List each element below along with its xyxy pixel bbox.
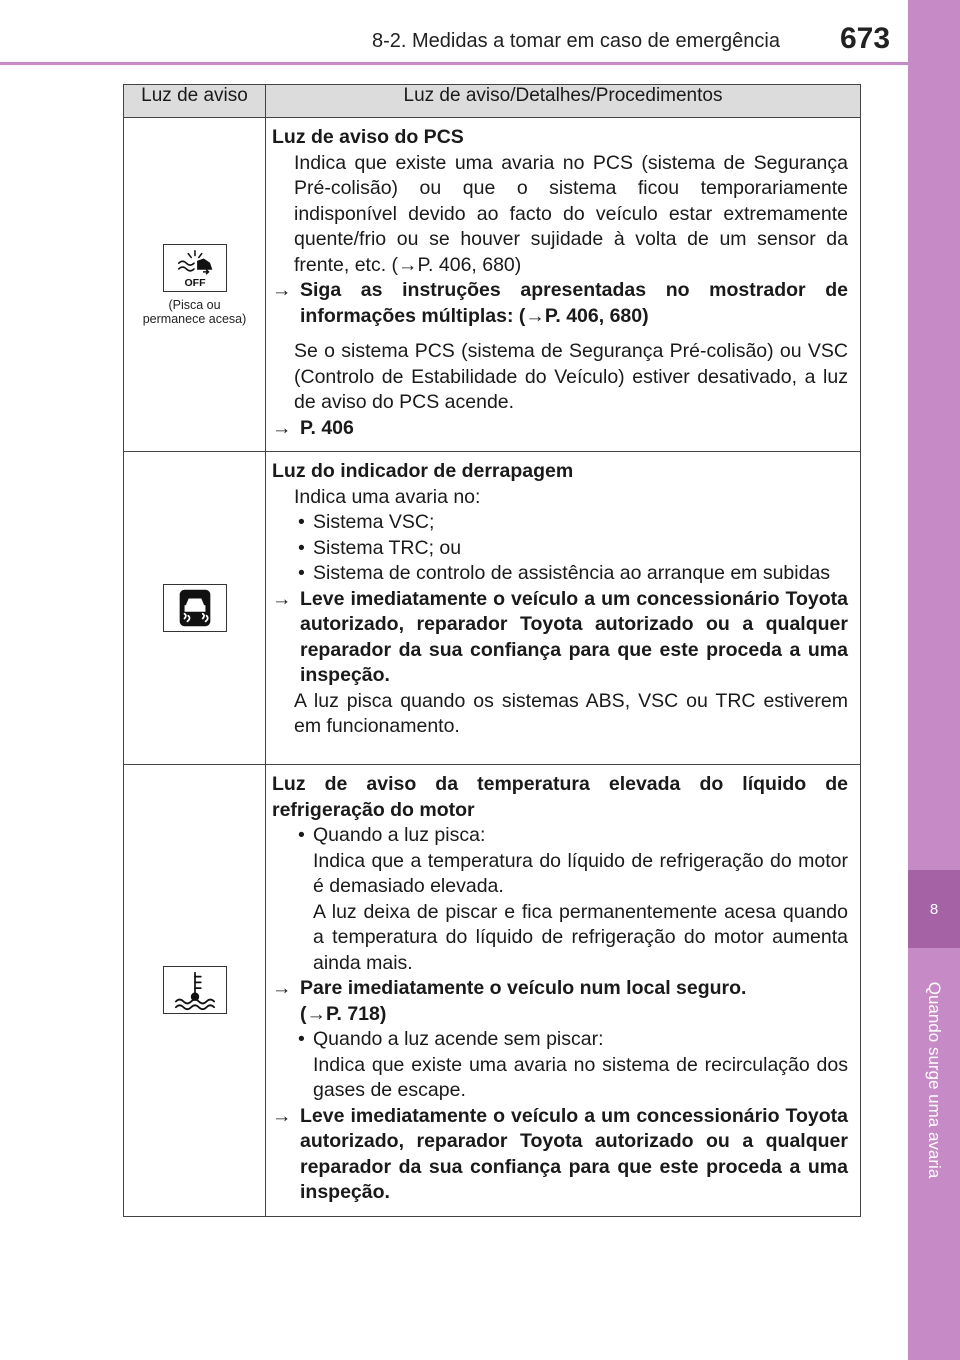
note: A luz pisca quando os sistemas ABS, VSC ou TRC estiverem em funcionamento. [294, 689, 848, 737]
page-header-title: 8-2. Medidas a tomar em caso de emergência [372, 30, 780, 52]
page-reference-link[interactable]: P. 718) [326, 1002, 387, 1025]
pcs-off-warning-icon [163, 244, 227, 292]
description-text: Indica que existe uma avaria no PCS (sistema de Segurança Pré-colisão) ou que o sistema ficou temporariamente indisponível devido ao facto do veículo estar extremamente quente/frio ou se houver sujidade à volta de um sensor da frente, etc. ( [294, 151, 848, 276]
list-item: • Quando a luz acende sem piscar: [272, 1027, 848, 1053]
list-item: • Sistema TRC; ou [272, 536, 848, 562]
description: Indica que a temperatura do líquido de refrigeração do motor é demasiado elevada. [313, 849, 848, 897]
warning-title: Luz de aviso da temperatura elevada do líquido de refrigeração do motor [272, 773, 848, 821]
list-item: • Sistema de controlo de assistência ao arranque em subidas [272, 561, 848, 587]
column-header-details: Luz de aviso/Detalhes/Procedimentos [266, 85, 861, 118]
chapter-number-box: 8 [908, 870, 960, 948]
arrow-icon: → [525, 304, 545, 327]
action-instruction: → Leve imediatamente o veículo a um concessionário Toyota autorizado, reparador Toyota autorizado ou a qualquer reparador da sua confiança para que este proceda a uma inspeção. [272, 1104, 848, 1206]
icon-caption-line: permanece acesa) [142, 311, 247, 326]
page-reference-link[interactable]: → P. 406 [272, 416, 848, 442]
spacer [272, 329, 848, 339]
details-cell [266, 452, 861, 765]
description [272, 151, 848, 279]
action-instruction [272, 278, 848, 329]
icon-cell [124, 118, 266, 452]
details-cell [266, 118, 861, 452]
chapter-label: Quando surge uma avaria [925, 981, 944, 1179]
page-reference-link[interactable]: P. 406, 680) [417, 253, 522, 276]
pcs-off-label: OFF [183, 276, 206, 289]
column-header-warning-light: Luz de aviso [124, 85, 266, 118]
action-text: Siga as instruções apresentadas no mostrador de informações múltiplas: ( [300, 279, 848, 327]
list-item: • Quando a luz pisca: [272, 823, 848, 849]
header-rule [0, 62, 908, 65]
note: Se o sistema PCS (sistema de Segurança Pré-colisão) ou VSC (Controlo de Estabilidade do Veículo) estiver desativado, a luz de aviso do PCS acende. [294, 340, 848, 413]
table-row [124, 452, 861, 765]
coolant-temperature-icon [163, 966, 227, 1014]
slip-indicator-icon [163, 584, 227, 632]
intro-text: Indica uma avaria no: [294, 485, 481, 508]
table-row [124, 118, 861, 452]
warning-title: Luz do indicador de derrapagem [272, 460, 574, 482]
page-number: 673 [840, 22, 891, 55]
page-reference-link[interactable]: P. 406, 680) [544, 304, 649, 327]
details-cell [266, 765, 861, 1217]
arrow-icon: → [398, 253, 418, 276]
action-reference [272, 1002, 848, 1028]
description: Indica que existe uma avaria no sistema de recirculação dos gases de escape. [313, 1053, 848, 1101]
warning-light-table [123, 84, 861, 1217]
list-item: • Sistema VSC; [272, 510, 848, 536]
icon-cell [124, 765, 266, 1217]
action-instruction: → Leve imediatamente o veículo a um concessionário Toyota autorizado, reparador Toyota autorizado ou a qualquer reparador da sua confiança para que este proceda a uma inspeção. [272, 587, 848, 689]
table-header-row [124, 85, 861, 118]
description: A luz deixa de piscar e fica permanentemente acesa quando a temperatura do líquido de refrigeração do motor aumenta ainda mais. [313, 900, 848, 974]
icon-cell [124, 452, 266, 765]
icon-caption-line: (Pisca ou [168, 297, 221, 312]
warning-title: Luz de aviso do PCS [272, 126, 464, 148]
action-instruction: → Pare imediatamente o veículo num local seguro. [272, 976, 848, 1002]
table-row [124, 765, 861, 1217]
paren-open: ( [300, 1002, 307, 1025]
icon-caption [124, 298, 265, 326]
arrow-icon: → [306, 1002, 326, 1025]
